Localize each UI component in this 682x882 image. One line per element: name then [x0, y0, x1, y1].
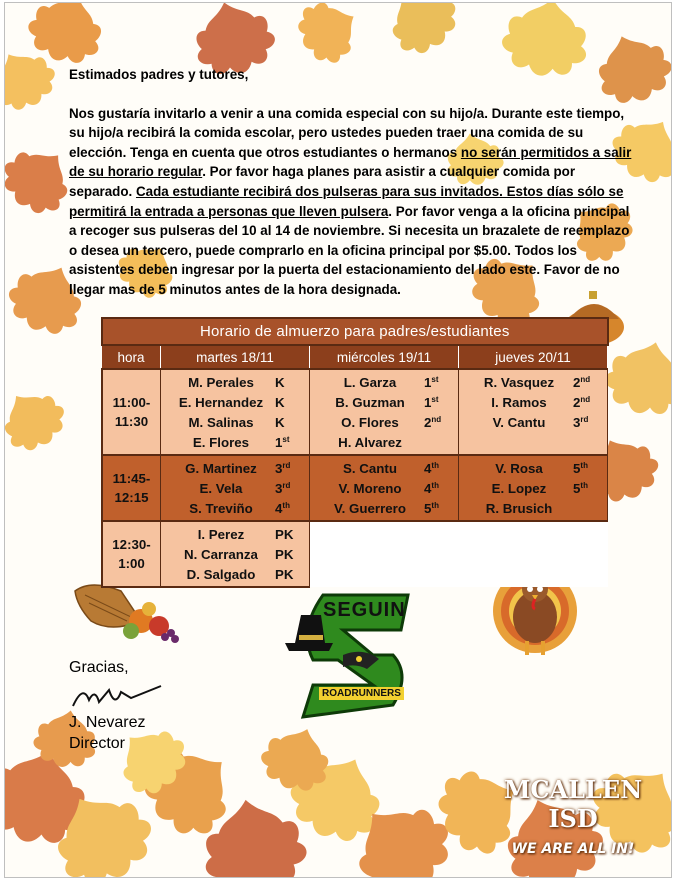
time-slot: 11:00- 11:30 [102, 369, 161, 455]
student-name: S. Treviño [189, 500, 253, 516]
student-name: R. Vasquez [483, 374, 555, 390]
list-item [310, 498, 458, 518]
list-item [310, 478, 458, 498]
student-name: R. Brusich [485, 500, 553, 516]
lunch-schedule-table [101, 317, 609, 588]
list-item [161, 564, 309, 584]
list-item [459, 372, 607, 392]
list-item [459, 412, 607, 432]
director-name: J. Nevarez [69, 714, 146, 731]
header-tuesday: martes 18/11 [161, 345, 310, 369]
grade-label: 3rd [275, 460, 291, 476]
school-name-top: SEGUIN [323, 599, 406, 621]
table-row [102, 521, 608, 587]
list-item [161, 412, 309, 432]
district-logo [483, 775, 663, 857]
grade-label: 1st [424, 394, 439, 410]
grade-label: K [275, 394, 285, 410]
list-item [310, 412, 458, 432]
list-item [161, 432, 309, 452]
letter-body [69, 65, 639, 300]
grade-label: 2nd [424, 414, 442, 430]
letter-paragraph: Nos gustaría invitarlo a venir a una comida especial con su hijo/a. Durante este tiempo, su hijo/a recibirá la comida escolar, pero ustedes pueden traer una comida de su elección. Tenga en cuenta que otros estudiantes o hermanos no serán permitidos a salir de su horario regular. Por favor haga planes para asistir a cualquier comida por separado. Cada estudiante recibirá dos pulseras para sus invitados. Estos días sólo se permitirá la entrada a personas que lleven pulsera. Por favor venga a la oficina principal a recoger sus pulseras del 10 al 14 de noviembre. Si necesita un brazalete de reemplazo o desea un tercero, puede comprarlo en la oficina principal por $5.00. Todos los asistentes deben ingresar por la puerta del estacionamiento del lado este. Favor de no llegar mas de 5 minutos antes de la hora designada. [69, 105, 632, 297]
school-name-bottom: ROADRUNNERS [319, 687, 404, 700]
grade-label: 2nd [573, 374, 591, 390]
district-slogan: WE ARE ALL IN! [511, 841, 635, 857]
underlined-notice-1: no serán permitidos a salir de su horario regular [69, 144, 632, 180]
underlined-notice-2: Cada estudiante recibirá dos pulseras para sus invitados. Estos días sólo se permitirá la entrada a personas que lleven pulsera [69, 183, 624, 219]
schedule-title: Horario de almuerzo para padres/estudiantes [102, 318, 608, 345]
director-role: Director [69, 735, 126, 752]
grade-label: K [275, 374, 285, 390]
list-item [459, 478, 607, 498]
grade-label: 2nd [573, 394, 591, 410]
list-item [161, 544, 309, 564]
student-name: D. Salgado [186, 566, 256, 582]
list-item [310, 372, 458, 392]
closing-signature [69, 657, 169, 754]
student-name: V. Moreno [338, 480, 402, 496]
student-name: E. Lopez [491, 480, 547, 496]
grade-label: 4th [424, 480, 439, 496]
student-name: E. Flores [192, 434, 250, 450]
student-name: H. Alvarez [338, 434, 402, 450]
letter-greeting: Estimados padres y tutores, [69, 67, 249, 82]
district-name: MCALLEN ISD [503, 775, 643, 833]
list-item [459, 498, 607, 518]
list-item [161, 458, 309, 478]
student-name: V. Rosa [495, 460, 543, 476]
grade-label: 1st [275, 434, 290, 450]
list-item [161, 478, 309, 498]
list-item [310, 432, 458, 452]
signature-icon [69, 678, 169, 712]
grade-label: 3rd [275, 480, 291, 496]
student-name: B. Guzman [335, 394, 405, 410]
grade-label: 3rd [573, 414, 589, 430]
time-slot: 11:45- 12:15 [102, 455, 161, 521]
list-item [310, 458, 458, 478]
list-item [161, 372, 309, 392]
list-item [459, 458, 607, 478]
grade-label: 4th [424, 460, 439, 476]
list-item [161, 392, 309, 412]
header-wednesday: miércoles 19/11 [310, 345, 459, 369]
time-slot: 12:30- 1:00 [102, 521, 161, 587]
page [4, 2, 672, 878]
header-hora: hora [102, 345, 161, 369]
student-name: M. Salinas [188, 414, 254, 430]
grade-label: 4th [275, 500, 290, 516]
student-name: N. Carranza [184, 546, 258, 562]
grade-label: 5th [573, 480, 588, 496]
grade-label: PK [275, 566, 294, 582]
student-name: E. Hernandez [178, 394, 264, 410]
student-name: I. Perez [197, 526, 245, 542]
list-item [161, 524, 309, 544]
closing-thanks: Gracias, [69, 659, 129, 676]
grade-label: PK [275, 546, 294, 562]
table-row [102, 455, 608, 521]
list-item [161, 498, 309, 518]
header-thursday: jueves 20/11 [459, 345, 608, 369]
grade-label: 1st [424, 374, 439, 390]
grade-label: 5th [424, 500, 439, 516]
student-name: L. Garza [343, 374, 397, 390]
student-name: V. Guerrero [334, 500, 406, 516]
school-logo [283, 585, 413, 725]
list-item [459, 392, 607, 412]
student-name: G. Martinez [185, 460, 257, 476]
student-name: I. Ramos [491, 394, 547, 410]
grade-label: 5th [573, 460, 588, 476]
student-name: M. Perales [188, 374, 254, 390]
grade-label: K [275, 414, 285, 430]
table-row [102, 369, 608, 455]
list-item [310, 392, 458, 412]
student-name: O. Flores [341, 414, 399, 430]
student-name: S. Cantu [343, 460, 397, 476]
student-name: V. Cantu [492, 414, 546, 430]
student-name: E. Vela [199, 480, 243, 496]
grade-label: PK [275, 526, 294, 542]
